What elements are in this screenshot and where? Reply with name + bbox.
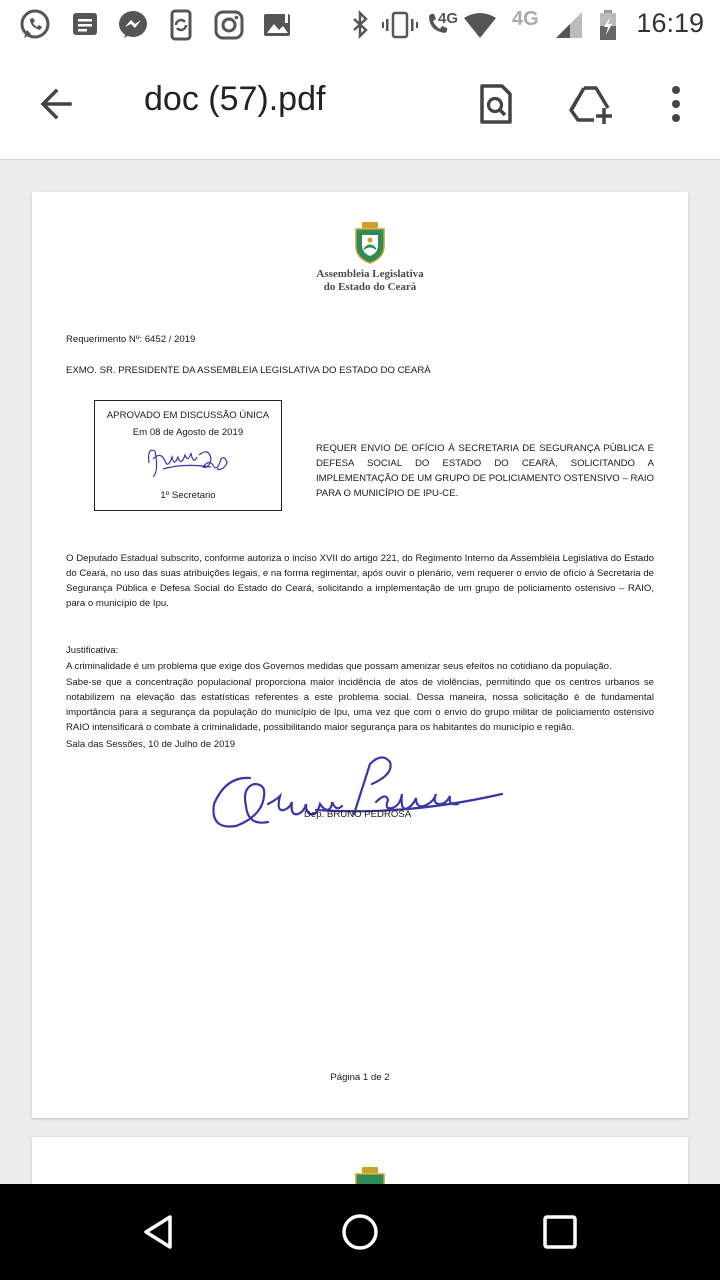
assembly-name-line1: Assembleia Legislativa: [316, 268, 424, 280]
approval-stamp: [94, 400, 282, 511]
wifi-icon: [462, 8, 496, 42]
assembly-crest-logo-page2: [354, 1167, 386, 1184]
app-bar: [0, 48, 720, 160]
vibrate-icon: [382, 8, 416, 42]
nav-back-button[interactable]: [138, 1210, 182, 1254]
deputy-signature: [206, 754, 506, 849]
network-type-label: 4G: [438, 10, 459, 27]
nav-recents-icon: [540, 1212, 580, 1252]
body-paragraph: O Deputado Estadual subscrito, conforme autoriza o inciso XVII do artigo 221, do Regimento Interno da Assembléia Legislativa do Estado do Ceará, no uso das suas atribuições legais, e na forma regimentar, após ouvir o plenário, vem requerer o envio de ofício à Secretaria de Segurança Pública e Defesa Social do Estado do Ceará, solicitando a implementação de um grupo de policiamento ostensivo – RAIO, para o município de Ipu.: [66, 553, 654, 609]
stamp-date: Em 08 de Agosto de 2019: [132, 427, 244, 438]
messenger-icon: [116, 8, 150, 42]
more-vert-icon: [670, 84, 682, 124]
assembly-crest-logo: [354, 222, 386, 269]
assembly-name-line2: do Estado do Ceará: [323, 281, 417, 293]
whatsapp-icon: [18, 8, 52, 42]
gallery-icon: [260, 8, 294, 42]
back-button[interactable]: [30, 78, 82, 130]
arrow-back-icon: [36, 84, 76, 124]
sync-icon: [164, 8, 198, 42]
bluetooth-icon: [344, 8, 378, 42]
message-icon: [68, 8, 102, 42]
find-in-document-button[interactable]: [470, 78, 522, 130]
signal-icon: [552, 8, 586, 42]
more-options-button[interactable]: [650, 78, 702, 130]
status-bar: [0, 0, 720, 48]
request-subject: REQUER ENVIO DE OFÍCIO À SECRETARIA DE SEGURANÇA PÚBLICA E DEFESA SOCIAL DO ESTADO DO CEARÁ, SOLICITANDO A IMPLEMENTAÇÃO DE UM GRUPO DE POLICIAMENTO OSTENSIVO – RAIO PARA O MUNICÍPIO DE IPU-CE.: [316, 443, 654, 499]
justificativa-label: Justificativa:: [66, 645, 119, 656]
battery-icon: [596, 8, 630, 42]
status-time: 16:19: [636, 8, 704, 38]
nav-home-button[interactable]: [338, 1210, 382, 1254]
add-to-drive-button[interactable]: [566, 78, 618, 130]
stamp-approved-text: APROVADO EM DISCUSSÃO ÚNICA: [106, 410, 270, 421]
requerimento-number: Requerimento Nº: 6452 / 2019: [66, 334, 196, 345]
pdf-page-2: [32, 1137, 688, 1184]
stamp-secretary-label: 1º Secretario: [160, 490, 216, 501]
justificativa-paragraph: Sabe-se que a concentração populacional proporciona maior incidência de atos de violências, permitindo que os centros urbanos se notabilizem na elevação das estatísticas referentes a este problema social. Dessa maneira, nossa solicitação é de fundamental importância para a segurança da população do município de Ipu, uma vez que com o envio do grupo militar de policiamento ostensivo RAIO intensificará o combate à criminalidade, possibilitando maior segurança para os habitantes do município e região.: [66, 677, 654, 733]
pdf-viewer[interactable]: [0, 160, 720, 1184]
page-number: Página 1 de 2: [330, 1072, 390, 1083]
add-to-drive-icon: [568, 82, 616, 126]
network-type-label-2: 4G: [512, 8, 539, 30]
addressee: EXMO. SR. PRESIDENTE DA ASSEMBLEIA LEGISLATIVA DO ESTADO DO CEARÁ: [66, 365, 431, 376]
secretary-signature: [143, 441, 235, 492]
signatory-name: Dep. BRUNO PEDROSA: [304, 809, 412, 820]
system-nav-bar: [0, 1184, 720, 1280]
search-document-icon: [476, 82, 516, 126]
session-date: Sala das Sessões, 10 de Julho de 2019: [66, 739, 236, 750]
nav-back-icon: [140, 1212, 180, 1252]
nav-recents-button[interactable]: [538, 1210, 582, 1254]
assembly-name-header: [270, 268, 470, 294]
nav-home-icon: [340, 1212, 380, 1252]
pdf-page-1: [32, 192, 688, 1118]
justificativa-first-line: A criminalidade é um problema que exige dos Governos medidas que possam amenizar seus efeitos no cotidiano da população.: [66, 661, 612, 672]
document-title: doc (57).pdf: [144, 80, 326, 118]
instagram-icon: [212, 8, 246, 42]
